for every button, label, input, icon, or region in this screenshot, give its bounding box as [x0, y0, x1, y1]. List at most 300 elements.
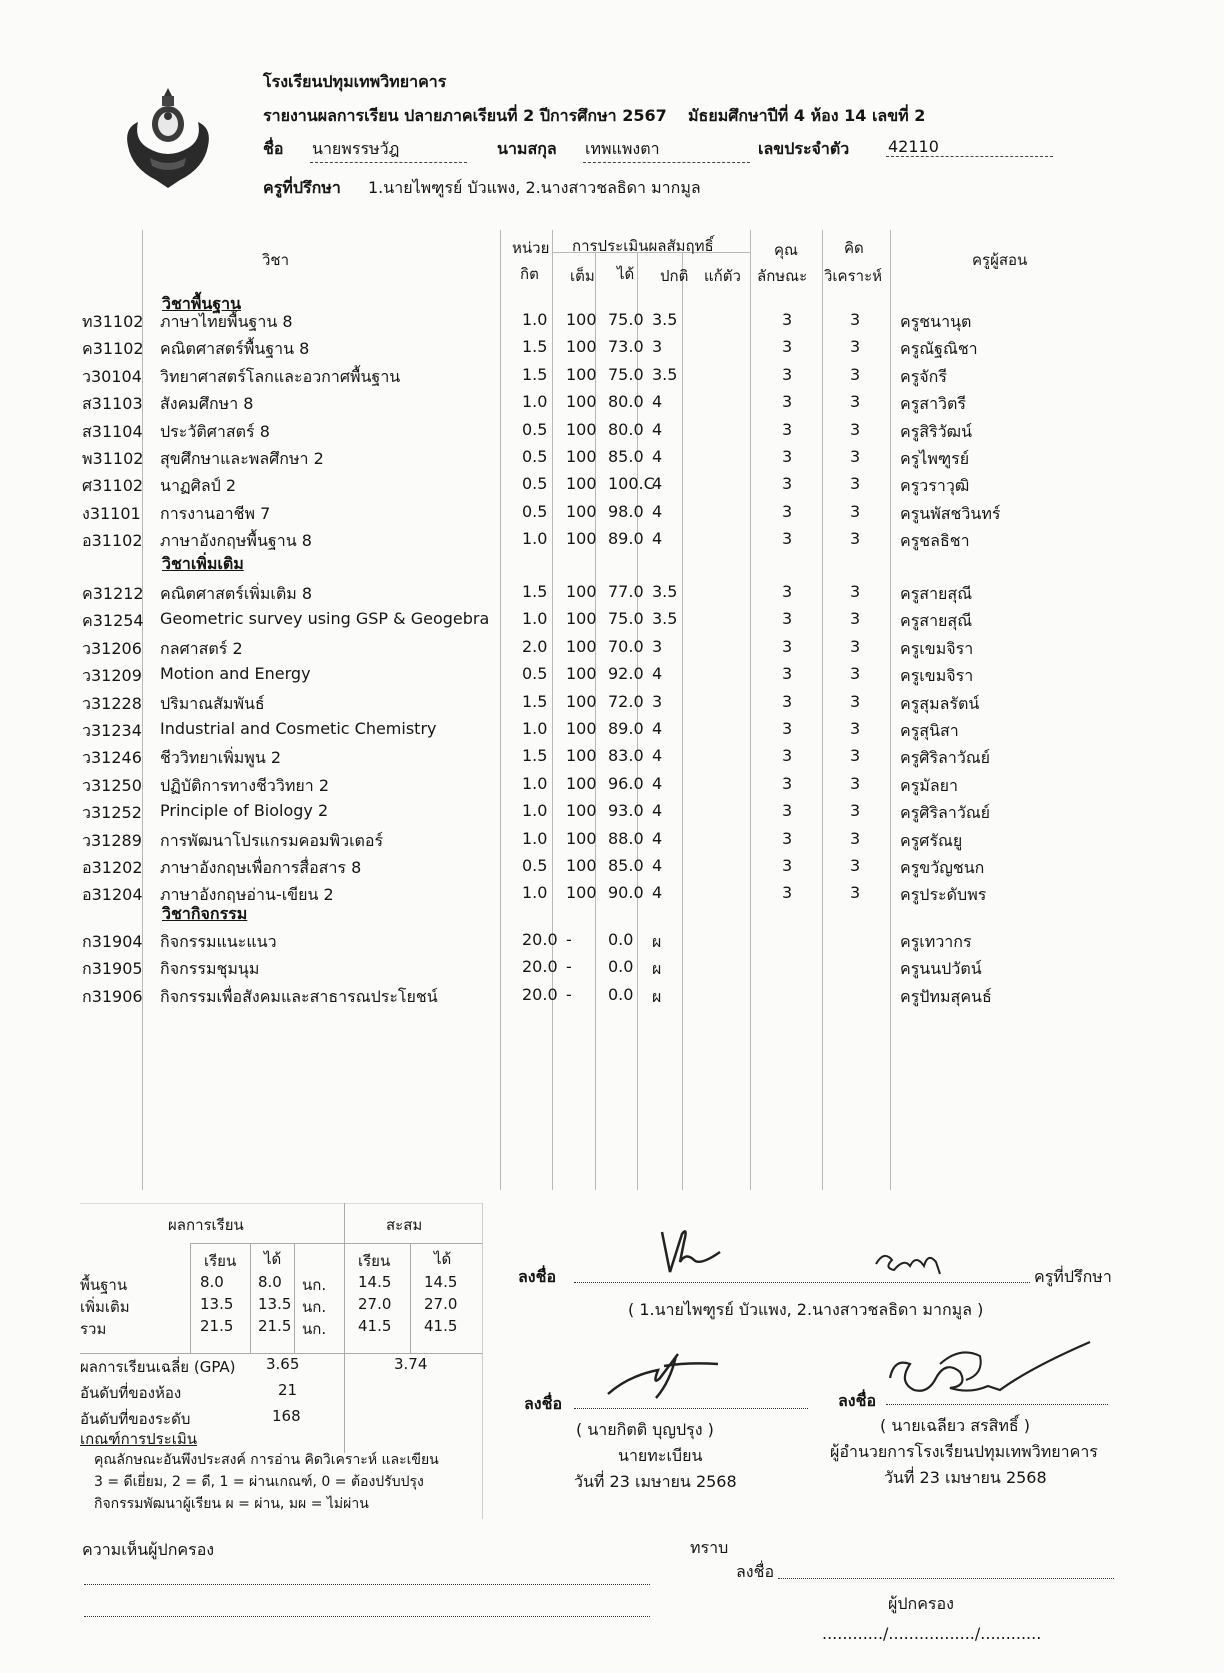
- cell-full: -: [566, 957, 572, 977]
- section-activity: วิชากิจกรรม: [162, 904, 248, 923]
- cell-grade: 4: [652, 501, 663, 521]
- cell-unit: 1.5: [522, 746, 548, 766]
- cell-code: ศ31102: [82, 476, 144, 496]
- cell-full: 100: [566, 719, 597, 738]
- cell-got: 75.0: [608, 310, 644, 329]
- cell-teacher: ครูนนปวัตน์: [900, 959, 982, 979]
- cell-got: 77.0: [608, 582, 644, 601]
- cell-teacher: ครูศรัณยู: [900, 830, 963, 850]
- student-id-label: เลขประจำตัว: [758, 139, 850, 158]
- cell-char: 3: [782, 664, 793, 684]
- cell-grade: 4: [652, 719, 663, 738]
- cell-teacher: ครูสายสุณี: [900, 611, 973, 631]
- summary-label: รวม: [80, 1320, 107, 1338]
- parent-sign-line: [778, 1566, 1114, 1579]
- cell-unit: 0.5: [522, 856, 548, 875]
- advisor-label: ครูที่ปรึกษา: [263, 178, 341, 197]
- cell-name: นาฏศิลป์ 2: [160, 476, 237, 496]
- cell-name: การงานอาชีพ 7: [160, 503, 271, 523]
- cell-full: 100: [566, 746, 597, 766]
- cell-full: 100: [566, 582, 597, 601]
- cell-grade: 4: [652, 474, 663, 494]
- cell-name: ภาษาอังกฤษเพื่อการสื่อสาร 8: [160, 858, 362, 877]
- cell-think: 3: [850, 474, 861, 494]
- cell-code: อ31202: [82, 858, 143, 877]
- cell-code: ง31101: [82, 503, 141, 523]
- cell-teacher: ครูณัฐณิชา: [900, 339, 978, 359]
- cell-char: 3: [782, 310, 793, 329]
- cell-full: 100: [566, 447, 597, 466]
- student-id: 42110: [886, 137, 1053, 157]
- surname-label: นามสกุล: [497, 139, 557, 158]
- cell-teacher: ครูขวัญชนก: [900, 858, 985, 877]
- cell-full: 100: [566, 773, 597, 793]
- cell-name: ภาษาอังกฤษพื้นฐาน 8: [160, 531, 312, 551]
- cell-teacher: ครูชลธิชา: [900, 531, 970, 551]
- cell-got: 75.0: [608, 609, 644, 629]
- gpa-label: ผลการเรียนเฉลี่ย (GPA): [80, 1358, 236, 1376]
- got-header: ได้: [264, 1250, 282, 1268]
- cell-code: ว30104: [82, 366, 142, 386]
- cell-unit: 1.0: [522, 801, 548, 821]
- cell-unit: 0.5: [522, 419, 548, 439]
- cell-code: ค31212: [82, 584, 144, 603]
- table-row: [82, 361, 1042, 389]
- summary-c_learn: 14.5: [358, 1273, 392, 1291]
- section-extra: วิชาเพิ่มเติม: [162, 554, 244, 573]
- summary-label: พื้นฐาน: [80, 1276, 128, 1294]
- cell-full: 100: [566, 310, 597, 329]
- cell-full: 100: [566, 337, 597, 357]
- cell-name: กิจกรรมเพื่อสังคมและสาธารณประโยชน์: [160, 986, 438, 1006]
- cell-grade: ผ: [652, 959, 662, 979]
- cell-char: 3: [782, 392, 793, 412]
- table-row: [82, 688, 1042, 716]
- registrar-sign-label: ลงชื่อ: [524, 1394, 563, 1413]
- cell-think: 3: [850, 883, 861, 903]
- criteria-label: เกณฑ์การประเมิน: [80, 1430, 198, 1448]
- table-row: [82, 981, 1042, 1009]
- col-fix: แก้ตัว: [704, 267, 741, 285]
- cell-got: 85.0: [608, 447, 644, 466]
- cell-grade: 4: [652, 883, 663, 903]
- table-row: [82, 525, 1042, 553]
- cell-full: 100: [566, 828, 597, 848]
- parent-sign-label: ลงชื่อ: [736, 1562, 775, 1581]
- cell-teacher: ครูเขมจิรา: [900, 638, 974, 658]
- cell-unit: 2.0: [522, 636, 548, 656]
- cell-got: 89.0: [608, 529, 644, 549]
- cell-code: ท31102: [82, 312, 144, 331]
- director-name: ( นายเฉลียว สรสิทธิ์ ): [880, 1416, 1031, 1435]
- cell-grade: 4: [652, 746, 663, 766]
- cell-name: คณิตศาสตร์เพิ่มเติม 8: [160, 584, 313, 603]
- cell-teacher: ครูเทวากร: [900, 932, 972, 951]
- cell-unit: 1.0: [522, 883, 548, 903]
- cell-grade: 4: [652, 419, 663, 439]
- class-level: มัธยมศึกษาปีที่ 4 ห้อง 14 เลขที่ 2: [688, 106, 926, 125]
- advisor-role: ครูที่ปรึกษา: [1034, 1267, 1112, 1286]
- cell-name: ภาษาอังกฤษอ่าน-เขียน 2: [160, 885, 334, 905]
- cell-got: 73.0: [608, 337, 644, 357]
- cell-char: 3: [782, 719, 793, 738]
- summary-c_got: 41.5: [424, 1317, 458, 1335]
- table-row: [82, 578, 1042, 606]
- col-unit-1: หน่วย: [512, 239, 550, 257]
- cell-char: 3: [782, 609, 793, 629]
- learn-header: เรียน: [204, 1252, 237, 1270]
- summary-c_got: 14.5: [424, 1273, 458, 1291]
- cell-think: 3: [850, 582, 861, 601]
- school-emblem-icon: [120, 88, 216, 192]
- cell-got: 0.0: [608, 984, 634, 1004]
- name-label: ชื่อ: [263, 139, 284, 158]
- cell-think: 3: [850, 746, 861, 766]
- table-row: [82, 742, 1042, 770]
- cell-unit: 1.0: [522, 609, 548, 629]
- cell-grade: 4: [652, 828, 663, 848]
- cell-code: ว31252: [82, 803, 142, 823]
- criteria-line-1: คุณลักษณะอันพึงประสงค์ การอ่าน คิดวิเคราะห์ และเขียน: [94, 1452, 439, 1468]
- table-row: [82, 660, 1042, 688]
- cell-code: ว31234: [82, 721, 142, 740]
- results-label: ผลการเรียน: [168, 1216, 244, 1234]
- cell-grade: 3.5: [652, 364, 678, 384]
- cell-got: 83.0: [608, 746, 644, 766]
- col-char-2: ลักษณะ: [757, 267, 808, 285]
- table-row: [82, 605, 1042, 633]
- cell-code: ส31104: [82, 421, 143, 441]
- cell-full: 100: [566, 801, 597, 821]
- cell-char: 3: [782, 746, 793, 766]
- cell-full: 100: [566, 856, 597, 875]
- cell-got: 90.0: [608, 883, 644, 903]
- cell-code: ว31206: [82, 638, 142, 658]
- cell-think: 3: [850, 501, 861, 521]
- cell-got: 100.C: [608, 474, 655, 494]
- cell-got: 93.0: [608, 801, 644, 821]
- cell-char: 3: [782, 337, 793, 357]
- cell-think: 3: [850, 801, 861, 821]
- section-basic: วิชาพื้นฐาน: [162, 294, 242, 313]
- cell-got: 92.0: [608, 664, 644, 684]
- cell-code: ว31209: [82, 666, 142, 686]
- cell-code: ก31905: [82, 959, 143, 979]
- parent-role: ผู้ปกครอง: [888, 1594, 954, 1613]
- cum-learn-header: เรียน: [358, 1252, 391, 1270]
- cell-unit: 0.5: [522, 474, 548, 494]
- table-row: [82, 333, 1042, 361]
- cell-name: กิจกรรมแนะแนว: [160, 932, 277, 951]
- cell-unit: 1.5: [522, 364, 548, 384]
- cell-char: 3: [782, 364, 793, 384]
- level-rank-label: อันดับที่ของระดับ: [80, 1410, 191, 1428]
- cell-code: อ31102: [82, 531, 143, 551]
- level-rank: 168: [272, 1407, 301, 1425]
- cell-think: 3: [850, 529, 861, 549]
- grades-table: [82, 230, 1042, 1190]
- cell-full: 100: [566, 474, 597, 494]
- col-think-1: คิด: [844, 239, 864, 257]
- table-row: [82, 797, 1042, 825]
- cell-full: 100: [566, 664, 597, 684]
- cell-code: ว31289: [82, 830, 142, 850]
- cell-full: 100: [566, 364, 597, 384]
- col-teacher: ครูผู้สอน: [972, 251, 1028, 269]
- cell-unit: 1.0: [522, 719, 548, 738]
- cell-unit: 0.5: [522, 447, 548, 466]
- student-surname: เทพแพงตา: [583, 137, 750, 163]
- cell-unit: 0.5: [522, 664, 548, 684]
- cell-think: 3: [850, 310, 861, 329]
- table-row: [82, 470, 1042, 498]
- cell-got: 98.0: [608, 501, 644, 521]
- cell-char: 3: [782, 419, 793, 439]
- cell-full: 100: [566, 609, 597, 629]
- cum-got-header: ได้: [434, 1250, 452, 1268]
- summary-unit: นก.: [302, 1320, 327, 1338]
- director-sign-label: ลงชื่อ: [838, 1391, 877, 1410]
- cell-name: ภาษาไทยพื้นฐาน 8: [160, 312, 293, 331]
- cell-teacher: ครูปัทมสุคนธ์: [900, 986, 992, 1006]
- registrar-name: ( นายกิตติ บุญปรุง ): [576, 1420, 714, 1439]
- cell-got: 80.0: [608, 419, 644, 439]
- cumulative-label: สะสม: [386, 1216, 423, 1234]
- cell-think: 3: [850, 719, 861, 738]
- table-row: [82, 306, 1042, 334]
- cell-char: 3: [782, 801, 793, 821]
- cell-unit: 1.5: [522, 337, 548, 357]
- cell-unit: 1.5: [522, 582, 548, 601]
- cell-full: -: [566, 930, 572, 949]
- parent-opinion-line-2: [84, 1604, 650, 1617]
- cell-name: Industrial and Cosmetic Chemistry: [160, 719, 437, 738]
- advisor-sign-line: [574, 1270, 1030, 1283]
- cell-grade: 4: [652, 801, 663, 821]
- table-row: [82, 416, 1042, 444]
- cell-full: 100: [566, 636, 597, 656]
- cell-char: 3: [782, 828, 793, 848]
- table-row: [82, 825, 1042, 853]
- parent-date: ............/................./............: [822, 1624, 1042, 1643]
- director-role: ผู้อำนวยการโรงเรียนปทุมเทพวิทยาคาร: [830, 1442, 1098, 1461]
- table-row: [82, 852, 1042, 880]
- cell-teacher: ครูวราวุฒิ: [900, 476, 970, 496]
- cell-name: ประวัติศาสตร์ 8: [160, 421, 270, 441]
- criteria-line-3: กิจกรรมพัฒนาผู้เรียน ผ = ผ่าน, มผ = ไม่ผ่าน: [94, 1496, 369, 1512]
- cell-name: คณิตศาสตร์พื้นฐาน 8: [160, 339, 310, 359]
- summary-got: 8.0: [258, 1273, 282, 1291]
- cell-got: 80.0: [608, 392, 644, 412]
- cell-grade: ผ: [652, 932, 662, 951]
- cell-code: ค31102: [82, 339, 144, 359]
- cell-think: 3: [850, 337, 861, 357]
- cell-char: 3: [782, 501, 793, 521]
- cell-think: 3: [850, 664, 861, 684]
- cell-full: 100: [566, 419, 597, 439]
- summary-c_learn: 41.5: [358, 1317, 392, 1335]
- table-row: [82, 770, 1042, 798]
- acknowledge-label: ทราบ: [690, 1538, 729, 1557]
- cell-got: 85.0: [608, 856, 644, 875]
- cell-unit: 20.0: [522, 984, 558, 1004]
- table-row: [82, 953, 1042, 981]
- cell-full: 100: [566, 691, 597, 711]
- table-row: [82, 498, 1042, 526]
- cell-grade: 4: [652, 392, 663, 412]
- col-full: เต็ม: [570, 267, 595, 285]
- cell-teacher: ครูมัลยา: [900, 775, 959, 795]
- school-name: โรงเรียนปทุมเทพวิทยาคาร: [263, 72, 447, 91]
- cell-teacher: ครูสิริวัฒน์: [900, 421, 973, 441]
- cell-teacher: ครูสุมลรัตน์: [900, 693, 980, 713]
- cell-code: ว31250: [82, 775, 142, 795]
- cell-code: ส31103: [82, 394, 143, 414]
- cell-code: อ31204: [82, 885, 143, 905]
- cell-teacher: ครูจักรี: [900, 366, 947, 386]
- cell-teacher: ครูเขมจิรา: [900, 666, 974, 686]
- col-assessment: การประเมินผลสัมฤทธิ์: [572, 237, 714, 255]
- cell-think: 3: [850, 364, 861, 384]
- cell-code: พ31102: [82, 449, 144, 468]
- class-rank: 21: [278, 1381, 298, 1399]
- advisor-1-signature: [650, 1222, 750, 1282]
- cell-char: 3: [782, 691, 793, 711]
- cell-full: 100: [566, 501, 597, 521]
- advisor-names: 1.นายไพฑูรย์ บัวแพง, 2.นางสาวชลธิดา มากมูล: [368, 178, 701, 197]
- advisor-sign-label: ลงชื่อ: [518, 1267, 557, 1286]
- cell-full: -: [566, 984, 572, 1004]
- parent-opinion-label: ความเห็นผู้ปกครอง: [82, 1540, 215, 1559]
- cell-think: 3: [850, 773, 861, 793]
- cell-grade: ผ: [652, 986, 662, 1006]
- report-title: รายงานผลการเรียน ปลายภาคเรียนที่ 2 ปีการศึกษา 2567: [263, 106, 667, 125]
- cell-think: 3: [850, 419, 861, 439]
- class-rank-label: อันดับที่ของห้อง: [80, 1384, 182, 1402]
- cell-got: 0.0: [608, 957, 634, 977]
- gpa-cumulative: 3.74: [394, 1355, 428, 1373]
- table-row: [82, 926, 1042, 954]
- cell-code: ว31246: [82, 748, 142, 768]
- cell-got: 88.0: [608, 828, 644, 848]
- registrar-date: วันที่ 23 เมษายน 2568: [574, 1472, 737, 1491]
- cell-unit: 1.5: [522, 691, 548, 711]
- cell-name: สังคมศึกษา 8: [160, 394, 254, 414]
- cell-think: 3: [850, 828, 861, 848]
- advisor-2-signature: [870, 1244, 960, 1280]
- cell-unit: 1.0: [522, 828, 548, 848]
- cell-grade: 3.5: [652, 609, 678, 629]
- cell-name: Principle of Biology 2: [160, 801, 329, 821]
- cell-code: ก31906: [82, 986, 143, 1006]
- cell-code: ว31228: [82, 693, 142, 713]
- cell-name: ปฏิบัติการทางชีววิทยา 2: [160, 775, 330, 795]
- registrar-role: นายทะเบียน: [618, 1446, 703, 1465]
- student-name: นายพรรษวัฎ: [310, 137, 467, 163]
- cell-unit: 1.0: [522, 392, 548, 412]
- cell-got: 96.0: [608, 773, 644, 793]
- cell-grade: 4: [652, 529, 663, 549]
- cell-teacher: ครูศิริลาวัณย์: [900, 748, 991, 768]
- cell-think: 3: [850, 447, 861, 466]
- col-think-2: วิเคราะห์: [824, 267, 883, 285]
- cell-name: กิจกรรมชุมนุม: [160, 959, 260, 979]
- report-header: [0, 0, 1224, 200]
- cell-grade: 3.5: [652, 582, 678, 601]
- table-row: [82, 443, 1042, 471]
- cell-name: กลศาสตร์ 2: [160, 638, 243, 658]
- summary-label: เพิ่มเติม: [80, 1298, 130, 1316]
- registrar-signature: [598, 1336, 748, 1402]
- cell-char: 3: [782, 529, 793, 549]
- criteria-line-2: 3 = ดีเยี่ยม, 2 = ดี, 1 = ผ่านเกณฑ์, 0 = ต้องปรับปรุง: [94, 1474, 424, 1490]
- cell-char: 3: [782, 447, 793, 466]
- advisor-names-sign: ( 1.นายไพฑูรย์ บัวแพง, 2.นางสาวชลธิดา มากมูล ): [628, 1300, 984, 1319]
- col-char-1: คุณ: [774, 241, 798, 259]
- cell-think: 3: [850, 609, 861, 629]
- cell-grade: 3: [652, 636, 663, 656]
- cell-got: 70.0: [608, 636, 644, 656]
- cell-got: 89.0: [608, 719, 644, 738]
- cell-unit: 20.0: [522, 957, 558, 977]
- table-row: [82, 715, 1042, 743]
- cell-grade: 4: [652, 664, 663, 684]
- cell-char: 3: [782, 474, 793, 494]
- cell-unit: 1.0: [522, 310, 548, 329]
- summary-got: 13.5: [258, 1295, 292, 1313]
- cell-think: 3: [850, 856, 861, 875]
- col-got: ได้: [617, 265, 635, 283]
- cell-teacher: ครูชนานุต: [900, 312, 972, 331]
- cell-char: 3: [782, 636, 793, 656]
- table-row: [82, 633, 1042, 661]
- cell-full: 100: [566, 883, 597, 903]
- cell-grade: 3: [652, 691, 663, 711]
- cell-unit: 0.5: [522, 501, 548, 521]
- summary-unit: นก.: [302, 1298, 327, 1316]
- parent-opinion-line-1: [84, 1572, 650, 1585]
- cell-think: 3: [850, 392, 861, 412]
- cell-grade: 4: [652, 856, 663, 875]
- cell-think: 3: [850, 691, 861, 711]
- cell-char: 3: [782, 856, 793, 875]
- cell-got: 72.0: [608, 691, 644, 711]
- cell-teacher: ครูศิริลาวัณย์: [900, 803, 991, 823]
- cell-name: วิทยาศาสตร์โลกและอวกาศพื้นฐาน: [160, 366, 401, 386]
- cell-name: ปริมาณสัมพันธ์: [160, 693, 265, 713]
- cell-teacher: ครูประดับพร: [900, 885, 987, 905]
- cell-unit: 1.0: [522, 773, 548, 793]
- cell-unit: 20.0: [522, 930, 558, 949]
- director-signature: [880, 1338, 1100, 1408]
- cell-code: ก31904: [82, 932, 143, 951]
- director-date: วันที่ 23 เมษายน 2568: [884, 1468, 1047, 1487]
- cell-char: 3: [782, 773, 793, 793]
- cell-got: 75.0: [608, 364, 644, 384]
- col-unit-2: กิต: [520, 265, 539, 283]
- cell-think: 3: [850, 636, 861, 656]
- cell-teacher: ครูสุนิสา: [900, 721, 959, 740]
- table-row: [82, 388, 1042, 416]
- cell-char: 3: [782, 883, 793, 903]
- summary-c_learn: 27.0: [358, 1295, 392, 1313]
- col-normal: ปกติ: [660, 267, 689, 285]
- summary-learn: 13.5: [200, 1295, 234, 1313]
- summary-unit: นก.: [302, 1276, 327, 1294]
- cell-name: ชีววิทยาเพิ่มพูน 2: [160, 748, 282, 768]
- summary-learn: 21.5: [200, 1317, 234, 1335]
- cell-unit: 1.0: [522, 529, 548, 549]
